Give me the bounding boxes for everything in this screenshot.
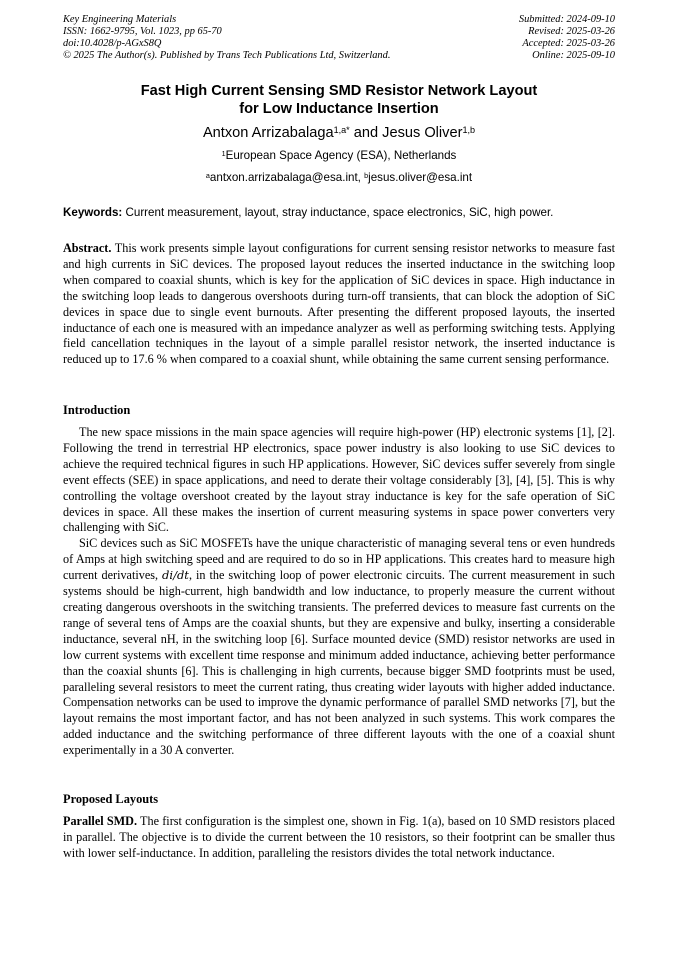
journal-name: Key Engineering Materials: [63, 14, 177, 25]
submitted-date: Submitted: 2024-09-10: [518, 14, 615, 25]
affiliation: [63, 149, 615, 163]
title-line-2: for Low Inductance Insertion: [239, 101, 439, 117]
email-a: antxon.arrizabalaga@esa.int,: [209, 171, 365, 184]
email-a-superscript: a: [205, 170, 210, 180]
title-line-1: Fast High Current Sensing SMD Resistor Network Layout: [140, 83, 538, 99]
intro-paragraph-2-part-1: SiC devices such as SiC MOSFETs have the unique characteristic of managing several tens or even hundreds of Amps at high switching speed and are required to do so in HP applications. This creates hard to measure high current derivatives,: [63, 536, 615, 583]
intro-paragraph-1: The new space missions in the main space agencies will require high-power (HP) electronic systems [1], [2]. Following the trend in terrestrial HP electronics, space power industry is also looking to use SiC devices to achieve the required technical figures in such HP applications. However, SiC devices suffer severely from single event effects (SEE) in space applications, and need to derate their voltage considerably [3], [4], [5]. This is why controlling the voltage overshoot created by the layout stray inductance is key for the safe operation of SiC devices in space. All these makes the insertion of current measuring systems in space power converters very challenging with SiC.: [63, 425, 615, 535]
author-emails: [63, 171, 615, 185]
affiliation-superscript: 1: [221, 148, 226, 158]
keywords-label: Keywords:: [63, 206, 123, 219]
author-2: Jesus Oliver: [382, 125, 463, 141]
current-derivative-math: di/dt: [162, 568, 189, 583]
intro-paragraph-2-part-2: , in the switching loop of power electronic circuits. The current measurement in such systems should be high-current, high bandwidth and low inductance, to properly measure the current without creating dangerous overshoots in the switching transients. The preferred devices to measure fast currents on the range of several tens of Amps are the coaxial shunts, but they are expensive and bulky, inserting a considerable inductance, several nH, in the switching loop [6]. Surface mounted device (SMD) resistor networks are used in low current systems with excellent time response and minimum added inductance, achieving better performance than the coaxial shunts [6]. This is challenging in high currents, because bigger SMD footprints must be used, paralleling several resistors to meet the current rating, thus creating wider layouts with higher added inductance. Compensation networks can be used to improve the dynamic performance of parallel SMD networks [7], but the layout remains the most important factor, and has not been analyzed in such systems. This work compares the added inductance and the switching performance of three different layouts with the one of a coaxial shunt experimentally in a 30 A converter.: [63, 568, 615, 758]
author-conjunction: and: [349, 125, 383, 141]
abstract-text: This work presents simple layout configurations for current sensing resistor networks to measure fast and high currents in SiC devices. The proposed layout reduces the inserted inductance in the switching loop when compared to coaxial shunts, which is key for the application of SiC devices in space. High inductance in the switching loop leads to dangerous overshoots during turn-off transients, that can block the adoption of SiC devices in space due to single event burnouts. After presenting the different proposed layouts, the inserted inductance of each one is measured with an impedance analyzer as well as performing switching tests. Applying field cancellation techniques in the layout of a simple parallel resistor network, the inserted inductance is reduced up to 17.6 % when compared to a coaxial shunt, while obtaining the same current sensing performance.: [63, 241, 615, 367]
keywords: [63, 206, 615, 220]
copyright-line: © 2025 The Author(s). Published by Trans Tech Publications Ltd, Switzerland.: [63, 50, 391, 61]
parallel-smd-text: The first configuration is the simplest one, shown in Fig. 1(a), based on 10 SMD resistors placed in parallel. The objective is to divide the current between the 10 resistors, so their footprint can be smaller thus with lower self-inductance. In addition, paralleling the resistors divides the total network inductance.: [63, 814, 615, 860]
issn-line: ISSN: 1662-9795, Vol. 1023, pp 65-70: [63, 26, 222, 37]
author-1: Antxon Arrizabalaga: [202, 125, 334, 141]
introduction-heading: Introduction: [63, 403, 131, 417]
journal-header: [63, 14, 443, 62]
keywords-text: Current measurement, layout, stray inductance, space electronics, SiC, high power.: [122, 206, 554, 219]
accepted-date: Accepted: 2025-03-26: [522, 38, 615, 49]
email-b: jesus.oliver@esa.int: [368, 171, 473, 184]
introduction-body: [63, 425, 615, 759]
paper-title: [63, 82, 615, 118]
online-date: Online: 2025-09-10: [532, 50, 615, 61]
author-list: [63, 124, 615, 142]
proposed-layouts-heading: Proposed Layouts: [63, 792, 159, 806]
email-b-superscript: b: [364, 170, 369, 180]
abstract: [63, 241, 615, 368]
affiliation-text: European Space Agency (ESA), Netherlands: [225, 149, 457, 162]
revised-date: Revised: 2025-03-26: [528, 26, 615, 37]
dates-header: [415, 14, 615, 62]
doi-line: doi:10.4028/p-AGxS8Q: [63, 38, 162, 49]
parallel-smd-label: Parallel SMD.: [63, 814, 137, 828]
author-1-superscript: 1,a*: [333, 124, 350, 135]
parallel-smd-paragraph: [63, 814, 615, 862]
author-2-superscript: 1,b: [462, 124, 476, 135]
intro-paragraph-2: [63, 536, 615, 759]
abstract-label: Abstract.: [63, 241, 112, 255]
